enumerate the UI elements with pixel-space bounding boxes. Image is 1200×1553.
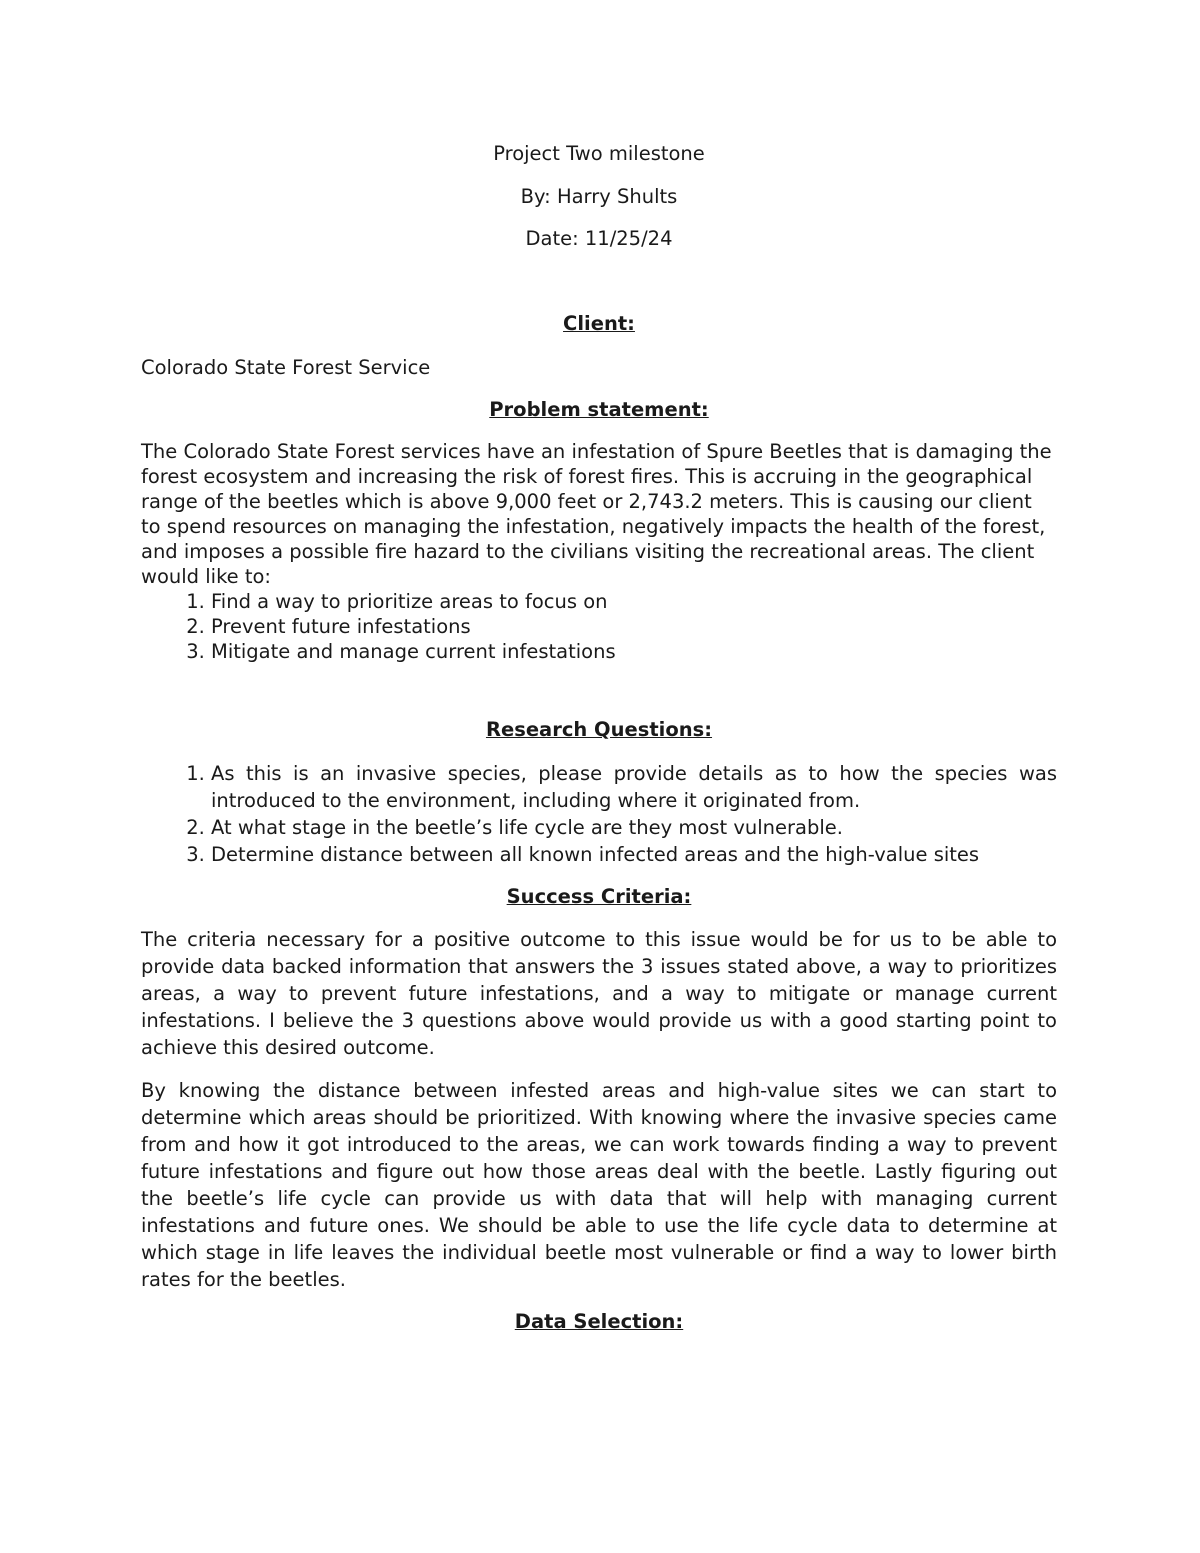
research-questions-list — [141, 760, 1057, 868]
success-paragraph-1: The criteria necessary for a positive outcome to this issue would be for us to be able to provide data backed information that answers the 3 issues stated above, a way to prioritizes areas, a way to prevent future infestations, and a way to mitigate or manage current infestations. I believe the 3 questions above would provide us with a good starting point to achieve this desired outcome. — [141, 928, 1057, 1059]
document-date: Date: 11/25/24 — [525, 227, 673, 250]
problem-goals-list — [141, 589, 1057, 664]
list-item: 2. Prevent future infestations — [211, 614, 1057, 639]
problem-heading: Problem statement: — [489, 398, 709, 421]
data-selection-heading: Data Selection: — [514, 1310, 684, 1333]
list-item: 3. Determine distance between all known infected areas and the high-value sites — [211, 841, 1057, 868]
list-item: 1. As this is an invasive species, please provide details as to how the species was introduced to the environment, including where it originated from. — [211, 760, 1057, 814]
client-name: Colorado State Forest Service — [141, 356, 431, 379]
problem-paragraph: The Colorado State Forest services have an infestation of Spure Beetles that is damaging the forest ecosystem and increasing the risk of forest fires. This is accruing in the geographical range of the beetles which is above 9,000 feet or 2,743.2 meters. This is causing our client to spend resources on managing the infestation, negatively impacts the health of the forest, and imposes a possible fire hazard to the civilians visiting the recreational areas. The client would like to: — [141, 440, 1052, 588]
client-heading: Client: — [563, 312, 635, 335]
research-heading: Research Questions: — [485, 718, 713, 741]
document-body — [141, 140, 1057, 1336]
document-author: By: Harry Shults — [520, 184, 678, 208]
success-paragraph-2: By knowing the distance between infested areas and high-value sites we can start to determine which areas should be prioritized. With knowing where the invasive species came from and how it got introduced to the areas, we can work towards finding a way to prevent future infestations and figure out how those areas deal with the beetle. Lastly figuring out the beetle’s life cycle can provide us with data that will help with managing current infestations and future ones. We should be able to use the life cycle data to determine at which stage in life leaves the individual beetle most vulnerable or find a way to lower birth rates for the beetles. — [141, 1079, 1057, 1291]
list-item: 1. Find a way to prioritize areas to focus on — [211, 589, 1057, 614]
list-item: 2. At what stage in the beetle’s life cycle are they most vulnerable. — [211, 814, 1057, 841]
success-heading: Success Criteria: — [506, 885, 692, 908]
list-item: 3. Mitigate and manage current infestations — [211, 639, 1057, 664]
document-title: Project Two milestone — [493, 142, 705, 165]
